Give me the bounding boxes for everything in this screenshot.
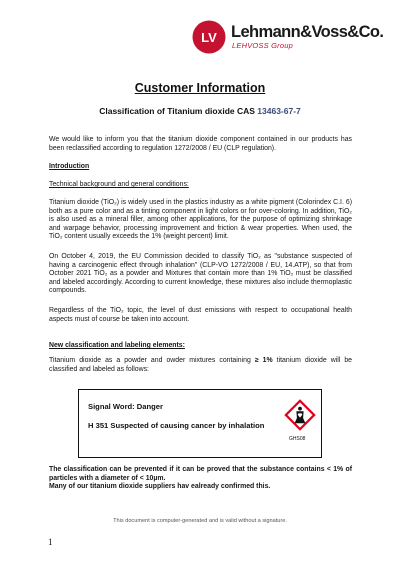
page-title: Customer Information	[134, 81, 266, 95]
paragraph-dust-emissions: Regardless of the TiO₂ topic, the level of dust emissions with respect to occupational health aspects must of course be taken into account.	[49, 307, 352, 323]
labeling-text-pre: Titanium dioxide as a powder and owder mixtures containing	[49, 357, 255, 364]
signal-word: Signal Word: Danger	[88, 402, 163, 411]
hazard-statement: H 351 Suspected of causing cancer by inhalation	[88, 421, 265, 430]
pictogram-label: GHS08	[289, 436, 306, 442]
closing-statement: The classification can be prevented if it can be proved that the substance contains < 1% of particles with a diameter of < 10µm. Many of our titanium dioxide suppliers hav ealready confirmed this.	[49, 466, 352, 491]
paragraph-labeling	[49, 357, 352, 374]
intro-paragraph: We would like to inform you that the titanium dioxide component contained in our products has been reclassified according to regulation 1272/2008 / EU (CLP regulation).	[49, 136, 352, 152]
labeling-text-post: titanium dioxide will be classified and labeled as follows:	[49, 357, 353, 373]
introduction-heading: Introduction	[49, 163, 90, 170]
logo-group-name: LEHVOSS Group	[232, 41, 293, 50]
lehvoss-logo-icon	[192, 20, 226, 54]
paragraph-eu-classification: On October 4, 2019, the EU Commission decided to classify TiO₂ as "substance suspected of having a carcinogenic effect through inhalation" (CLP-VO 1272/2008 / EU, 14.ATP), so that from October 2021 TiO₂ as a powder and Mixtures that contain more than 1% TiO₂ must be classified and labeled accordingly. According to current knowledge, these mixtures also include thermoplastic compounds.	[49, 253, 352, 295]
subtitle-text: Classification of Titanium dioxide CAS	[99, 106, 255, 116]
hazard-label-box	[78, 389, 322, 458]
logo-company-name: Lehmann&Voss&Co.	[231, 23, 384, 41]
labeling-heading: New classification and labeling elements:	[49, 342, 185, 349]
technical-background-heading: Technical background and general conditions:	[49, 181, 189, 188]
company-logo	[192, 20, 392, 54]
paragraph-titanium-usage: Titanium dioxide (TiO₂) is widely used in the plastics industry as a white pigment (Colorindex C.I. 6) both as a pure color and as a tinting component in light colors or for over-coloring. In addition, TiO₂ is also used as a mineral filler, among other applications, for the purpose of optimizing shrinkage and warpage behavior, processing improvement and friction & wear properties. When used, the TiO₂ content usually exceeds the 1% (weight percent) limit.	[49, 199, 352, 241]
cas-number: 13463-67-7	[257, 106, 301, 116]
page-subtitle	[0, 106, 400, 116]
health-hazard-icon	[283, 398, 317, 432]
footer-note: This document is computer-generated and is valid without a signature.	[113, 518, 287, 524]
svg-text:LV: LV	[201, 30, 217, 45]
page-number: 1	[48, 537, 53, 547]
threshold-value: ≥ 1%	[254, 357, 273, 364]
